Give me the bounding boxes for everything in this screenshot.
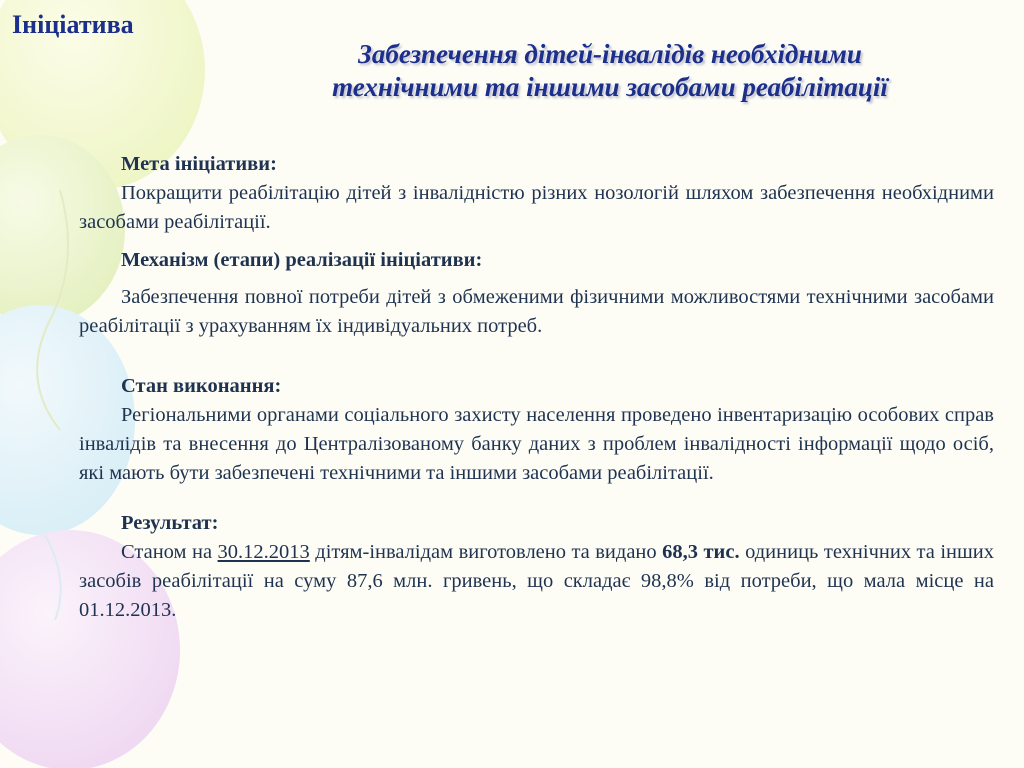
result-text-suffix: одиниць технічних та інших засобів реабілітації на суму 87,6 млн. гривень, що складає 98,8% від потреби, що мала місце на 01.12.2013. — [79, 541, 994, 621]
goal-heading: Мета ініціативи: — [121, 153, 277, 175]
slide-content — [79, 150, 994, 625]
mechanism-section — [79, 246, 994, 341]
result-amount: 68,3 тис. — [662, 541, 740, 563]
result-text-prefix: Станом на — [121, 541, 218, 563]
status-text: Регіональними органами соціального захисту населення проведено інвентаризацію особових справ інвалідів та внесення до Централізованому банку даних з проблем інвалідності інформації щодо осіб, які мають бути забезпечені технічними та іншими засобами реабілітації. — [79, 404, 994, 484]
corner-label: Ініціатива — [12, 10, 134, 39]
slide-title — [200, 38, 1020, 104]
result-text — [79, 538, 994, 625]
title-line-2: технічними та іншими засобами реабілітації — [332, 72, 888, 102]
status-heading: Стан виконання: — [121, 375, 282, 397]
result-text-middle: дітям-інвалідам виготовлено та видано — [309, 541, 663, 563]
status-section — [79, 372, 994, 488]
result-date-link[interactable]: 30.12.2013 — [217, 541, 310, 563]
result-heading: Результат: — [121, 512, 219, 534]
result-section — [79, 509, 994, 625]
mechanism-text: Забезпечення повної потреби дітей з обмеженими фізичними можливостями технічними засобами реабілітації з урахуванням їх індивідуальних потреб. — [79, 286, 994, 337]
goal-text: Покращити реабілітацію дітей з інвалідністю різних нозологій шляхом забезпечення необхідними засобами реабілітації. — [79, 182, 994, 233]
title-line-1: Забезпечення дітей-інвалідів необхідними — [358, 39, 862, 69]
mechanism-heading: Механізм (етапи) реалізації ініціативи: — [121, 249, 483, 271]
goal-section — [79, 150, 994, 237]
